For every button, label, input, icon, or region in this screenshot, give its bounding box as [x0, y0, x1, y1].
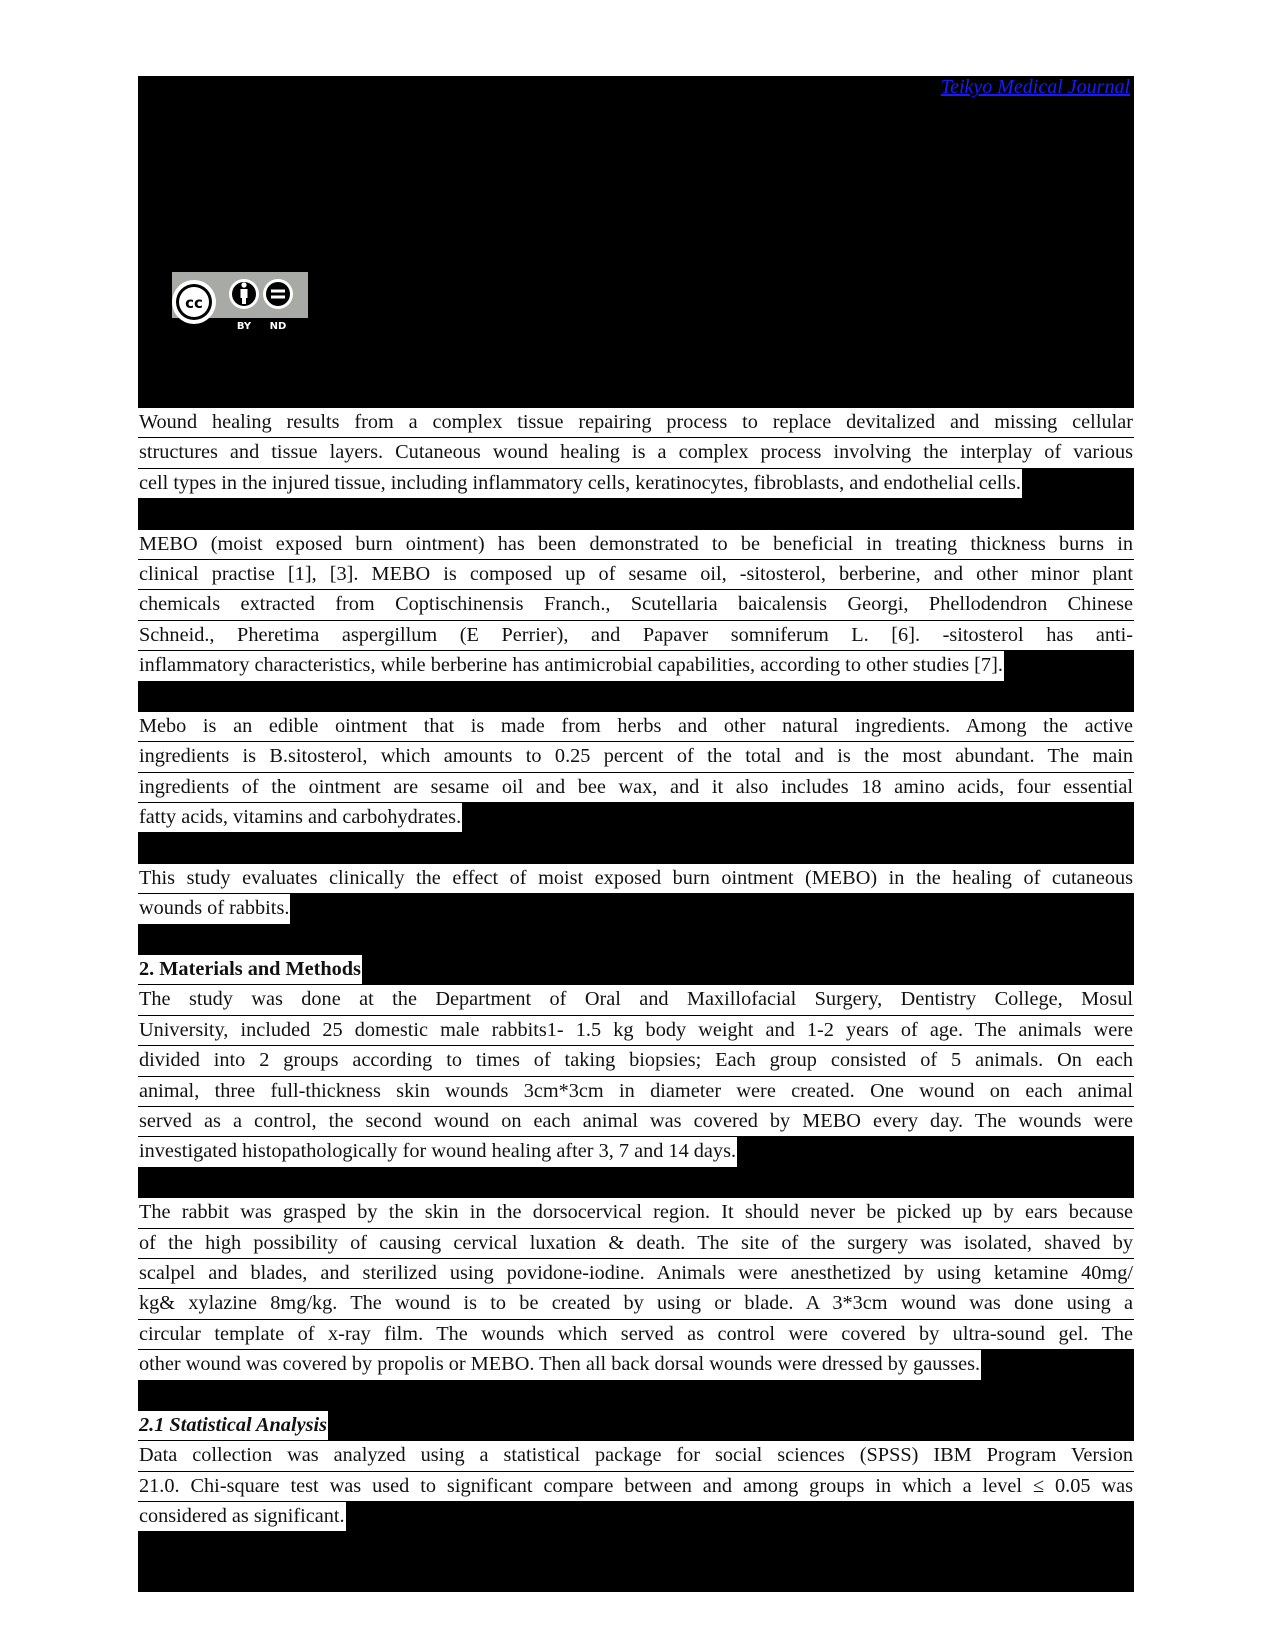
- paragraph-intro-1: [138, 408, 1134, 499]
- svg-text:ND: ND: [269, 321, 287, 332]
- text-line: served as a control, the second wound on each animal was covered by MEBO every day. The wounds were: [138, 1107, 1134, 1137]
- text-line: MEBO (moist exposed burn ointment) has been demonstrated to be beneficial in treating thickness burns in: [138, 530, 1134, 560]
- page-content-block: [138, 76, 1134, 1592]
- text-line: fatty acids, vitamins and carbohydrates.: [138, 803, 462, 833]
- text-line: University, included 25 domestic male rabbits1- 1.5 kg body weight and 1-2 years of age. The animals were: [138, 1016, 1134, 1046]
- text-line: Wound healing results from a complex tissue repairing process to replace devitalized and missing cellular: [138, 408, 1134, 438]
- text-line: The study was done at the Department of Oral and Maxillofacial Surgery, Dentistry College, Mosul: [138, 985, 1134, 1015]
- text-line: inflammatory characteristics, while berberine has antimicrobial capabilities, according to other studies [7].: [138, 651, 1004, 681]
- text-line: Mebo is an edible ointment that is made from herbs and other natural ingredients. Among the active: [138, 712, 1134, 742]
- journal-link[interactable]: Teikyo Medical Journal: [940, 76, 1130, 98]
- text-line: cell types in the injured tissue, including inflammatory cells, keratinocytes, fibroblasts, and endothelial cells.: [138, 469, 1022, 499]
- text-line: circular template of x-ray film. The wounds which served as control were covered by ultra-sound gel. The: [138, 1320, 1134, 1350]
- section-materials-methods: [138, 955, 1134, 1168]
- section-subheading: 2.1 Statistical Analysis: [138, 1411, 328, 1441]
- paragraph-intro-4: [138, 864, 1134, 925]
- svg-text:cc: cc: [185, 294, 203, 312]
- text-line: scalpel and blades, and sterilized using povidone-iodine. Animals were anesthetized by using ketamine 40mg/: [138, 1259, 1134, 1289]
- text-line: of the high possibility of causing cervical luxation & death. The site of the surgery was isolated, shaved by: [138, 1229, 1134, 1259]
- paragraph-intro-2: [138, 530, 1134, 682]
- text-line: clinical practise [1], [3]. MEBO is composed up of sesame oil, -sitosterol, berberine, and other minor plant: [138, 560, 1134, 590]
- svg-text:BY: BY: [236, 321, 252, 332]
- text-line: considered as significant.: [138, 1502, 346, 1532]
- article-body: [138, 408, 1134, 1532]
- text-line: Schneid., Pheretima aspergillum (E Perrier), and Papaver somniferum L. [6]. -sitosterol has anti-: [138, 621, 1134, 651]
- text-line: structures and tissue layers. Cutaneous wound healing is a complex process involving the interplay of various: [138, 438, 1134, 468]
- section-heading: 2. Materials and Methods: [138, 955, 362, 985]
- text-line: kg& xylazine 8mg/kg. The wound is to be created by using or blade. A 3*3cm wound was done using a: [138, 1289, 1134, 1319]
- cc-by-nd-icon: [172, 272, 308, 332]
- text-line: ingredients is B.sitosterol, which amounts to 0.25 percent of the total and is the most abundant. The main: [138, 742, 1134, 772]
- text-line: Data collection was analyzed using a statistical package for social sciences (SPSS) IBM Program Version: [138, 1441, 1134, 1471]
- text-line: other wound was covered by propolis or MEBO. Then all back dorsal wounds were dressed by gausses.: [138, 1350, 981, 1380]
- text-line: This study evaluates clinically the effect of moist exposed burn ointment (MEBO) in the healing of cutaneous: [138, 864, 1134, 894]
- paragraph-intro-3: [138, 712, 1134, 834]
- paragraph-procedure: [138, 1198, 1134, 1380]
- text-line: investigated histopathologically for wound healing after 3, 7 and 14 days.: [138, 1137, 737, 1167]
- section-statistical-analysis: [138, 1411, 1134, 1533]
- text-line: animal, three full-thickness skin wounds 3cm*3cm in diameter were created. One wound on each animal: [138, 1077, 1134, 1107]
- text-line: ingredients of the ointment are sesame oil and bee wax, and it also includes 18 amino acids, four essential: [138, 773, 1134, 803]
- text-line: divided into 2 groups according to times of taking biopsies; Each group consisted of 5 animals. On each: [138, 1046, 1134, 1076]
- text-line: chemicals extracted from Coptischinensis Franch., Scutellaria baicalensis Georgi, Phellodendron Chinese: [138, 590, 1134, 620]
- text-line: wounds of rabbits.: [138, 894, 290, 924]
- text-line: 21.0. Chi-square test was used to significant compare between and among groups in which a level ≤ 0.05 was: [138, 1472, 1134, 1502]
- cc-license-badge: [172, 272, 308, 332]
- text-line: The rabbit was grasped by the skin in the dorsocervical region. It should never be picked up by ears because: [138, 1198, 1134, 1228]
